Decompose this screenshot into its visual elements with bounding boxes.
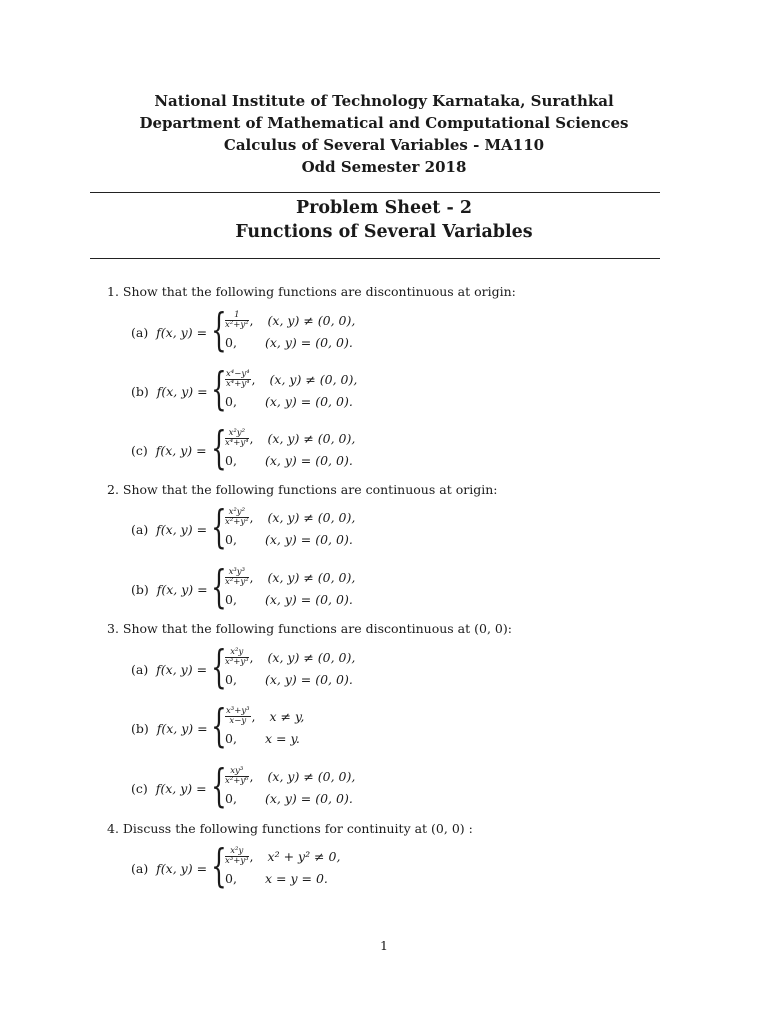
question-3: 3. Show that the following functions are discontinuous at (0, 0): [107, 621, 512, 636]
case-row-1: $\frac{\text{x³y³}}{\text{x²+y²}}$ , (x, y) ≠ (0, 0), [225, 567, 356, 587]
fraction: $\frac{\text{x²y}}{\text{x³+y³}}$ [225, 846, 249, 866]
left-brace: { [211, 560, 227, 613]
course-name: Calculus of Several Variables - MA110 [223, 136, 545, 154]
case-row-2: 0, (x, y) = (0, 0). [225, 532, 353, 547]
fraction: $\frac{\text{x⁴−y⁴}}{\text{x⁴+y⁴}}$ [226, 369, 250, 389]
case-row-2: 0, (x, y) = (0, 0). [225, 394, 353, 409]
case-row-2: 0, x = y. [225, 731, 300, 746]
function-label: (b) f(x, y) = [131, 384, 208, 399]
question-4: 4. Discuss the following functions for continuity at (0, 0) : [107, 821, 473, 836]
function-label: (b) f(x, y) = [131, 721, 208, 736]
case-row-1: $\frac{\text{xy³}}{\text{x²+y⁶}}$ , (x, y) ≠ (0, 0), [225, 766, 356, 786]
left-brace: { [211, 500, 227, 553]
case-row-1: $\frac{\text{x⁴−y⁴}}{\text{x⁴+y⁴}}$ , (x, y) ≠ (0, 0), [226, 369, 358, 389]
top-rule [90, 192, 660, 193]
fraction: $\frac{\text{x²y²}}{\text{x⁴+y⁴}}$ [225, 428, 249, 448]
question-2: 2. Show that the following functions are continuous at origin: [107, 482, 498, 497]
fraction: $\frac{\text{x³+y³}}{x-y}$ [226, 706, 250, 726]
fraction: $\frac{\text{x³y³}}{\text{x²+y²}}$ [225, 567, 249, 587]
left-brace: { [211, 362, 227, 415]
function-label: (a) f(x, y) = [131, 325, 208, 340]
left-brace: { [211, 303, 227, 356]
case-row-2: 0, (x, y) = (0, 0). [225, 672, 353, 687]
fraction: $\frac{\text{x²y²}}{\text{x²+y²}}$ [225, 507, 249, 527]
case-row-1: $\frac{\text{x²y²}}{\text{x²+y²}}$ , (x, y) ≠ (0, 0), [225, 507, 356, 527]
case-row-1: $\frac{\text{x²y}}{\text{x³+y³}}$ , x² + y² ≠ 0, [225, 846, 341, 866]
case-row-1: $\frac{\text{x²y}}{\text{x³+y³}}$ , (x, y) ≠ (0, 0), [225, 647, 356, 667]
fraction: $\frac{\text{x²y}}{\text{x³+y³}}$ [225, 647, 249, 667]
left-brace: { [211, 759, 227, 812]
function-label: (a) f(x, y) = [131, 662, 208, 677]
case-row-1: $\frac{\text{x²y²}}{\text{x⁴+y⁴}}$ , (x, y) ≠ (0, 0), [225, 428, 356, 448]
fraction: $\frac{1}{\text{x²+y²}}$ [225, 310, 249, 330]
sheet-title-line1: Problem Sheet - 2 [295, 198, 473, 218]
function-label: (a) f(x, y) = [131, 522, 208, 537]
case-row-1: $\frac{1}{\text{x²+y²}}$ , (x, y) ≠ (0, 0), [225, 310, 356, 330]
case-row-2: 0, (x, y) = (0, 0). [225, 335, 353, 350]
function-label: (a) f(x, y) = [131, 861, 208, 876]
case-row-2: 0, x = y = 0. [225, 871, 328, 886]
case-row-2: 0, (x, y) = (0, 0). [225, 592, 353, 607]
function-label: (b) f(x, y) = [131, 582, 208, 597]
question-1: 1. Show that the following functions are discontinuous at origin: [107, 284, 516, 299]
bottom-rule [90, 258, 660, 259]
left-brace: { [211, 421, 227, 474]
sheet-title [0, 196, 768, 244]
left-brace: { [211, 640, 227, 693]
page-number: 1 [380, 938, 388, 953]
function-label: (c) f(x, y) = [131, 781, 207, 796]
institute-name: National Institute of Technology Karnataka, Surathkal [154, 92, 614, 110]
left-brace: { [211, 699, 227, 752]
department-name: Department of Mathematical and Computational Sciences [139, 114, 629, 132]
case-row-2: 0, (x, y) = (0, 0). [225, 791, 353, 806]
case-row-1: $\frac{\text{x³+y³}}{x-y}$ , x ≠ y, [226, 706, 305, 726]
case-row-2: 0, (x, y) = (0, 0). [225, 453, 353, 468]
left-brace: { [211, 839, 227, 892]
sheet-title-line2: Functions of Several Variables [235, 222, 533, 242]
institution-header [0, 90, 768, 178]
semester: Odd Semester 2018 [301, 158, 467, 176]
function-label: (c) f(x, y) = [131, 443, 207, 458]
fraction: $\frac{\text{xy³}}{\text{x²+y⁶}}$ [225, 766, 249, 786]
